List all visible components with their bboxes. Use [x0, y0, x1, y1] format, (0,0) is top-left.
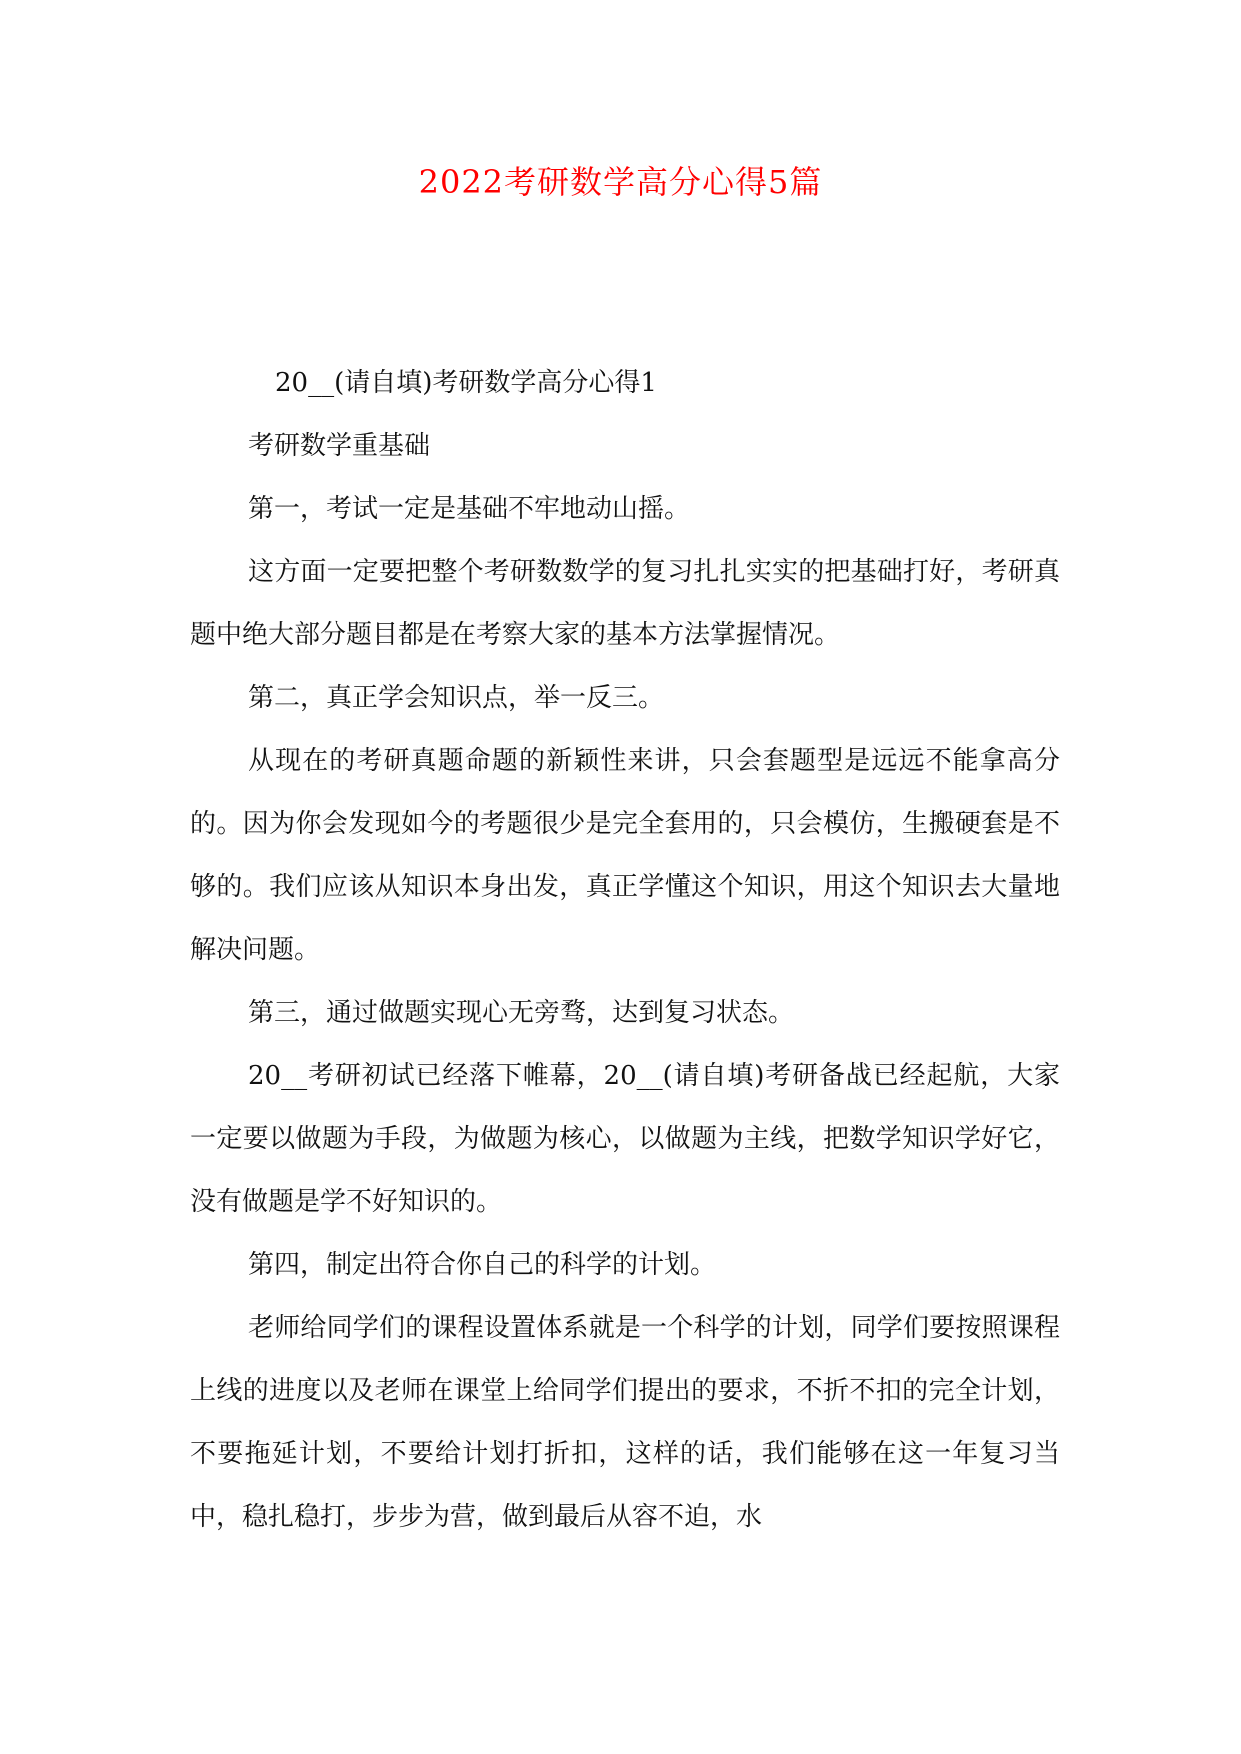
- paragraph-body-2: 从现在的考研真题命题的新颖性来讲，只会套题型是远远不能拿高分的。因为你会发现如今的考题很少是完全套用的，只会模仿，生搬硬套是不够的。我们应该从知识本身出发，真正学懂这个知识，用这个知识去大量地解决问题。: [190, 746, 1060, 965]
- paragraph-body-4: 老师给同学们的课程设置体系就是一个科学的计划，同学们要按照课程上线的进度以及老师在课堂上给同学们提出的要求，不折不扣的完全计划，不要拖延计划，不要给计划打折扣，这样的话，我们能够在这一年复习当中，稳扎稳打，步步为营，做到最后从容不迫，水: [190, 1313, 1060, 1532]
- paragraph-point-1: 第一，考试一定是基础不牢地动山摇。: [248, 494, 691, 524]
- paragraph-subheading: 考研数学重基础: [248, 431, 431, 461]
- document-body: [190, 352, 1060, 1549]
- paragraph-point-3: 第三，通过做题实现心无旁骛，达到复习状态。: [248, 998, 795, 1028]
- document-title: 2022考研数学高分心得5篇: [418, 163, 823, 201]
- section-heading: 20__(请自填)考研数学高分心得1: [275, 368, 657, 398]
- paragraph-point-4: 第四，制定出符合你自己的科学的计划。: [248, 1250, 717, 1280]
- paragraph-point-2: 第二，真正学会知识点，举一反三。: [248, 683, 665, 713]
- paragraph-body-1: 这方面一定要把整个考研数数学的复习扎扎实实的把基础打好，考研真题中绝大部分题目都是在考察大家的基本方法掌握情况。: [190, 557, 1060, 650]
- paragraph-body-3: 20__考研初试已经落下帷幕，20__(请自填)考研备战已经起航，大家一定要以做题为手段，为做题为核心，以做题为主线，把数学知识学好它，没有做题是学不好知识的。: [190, 1061, 1060, 1217]
